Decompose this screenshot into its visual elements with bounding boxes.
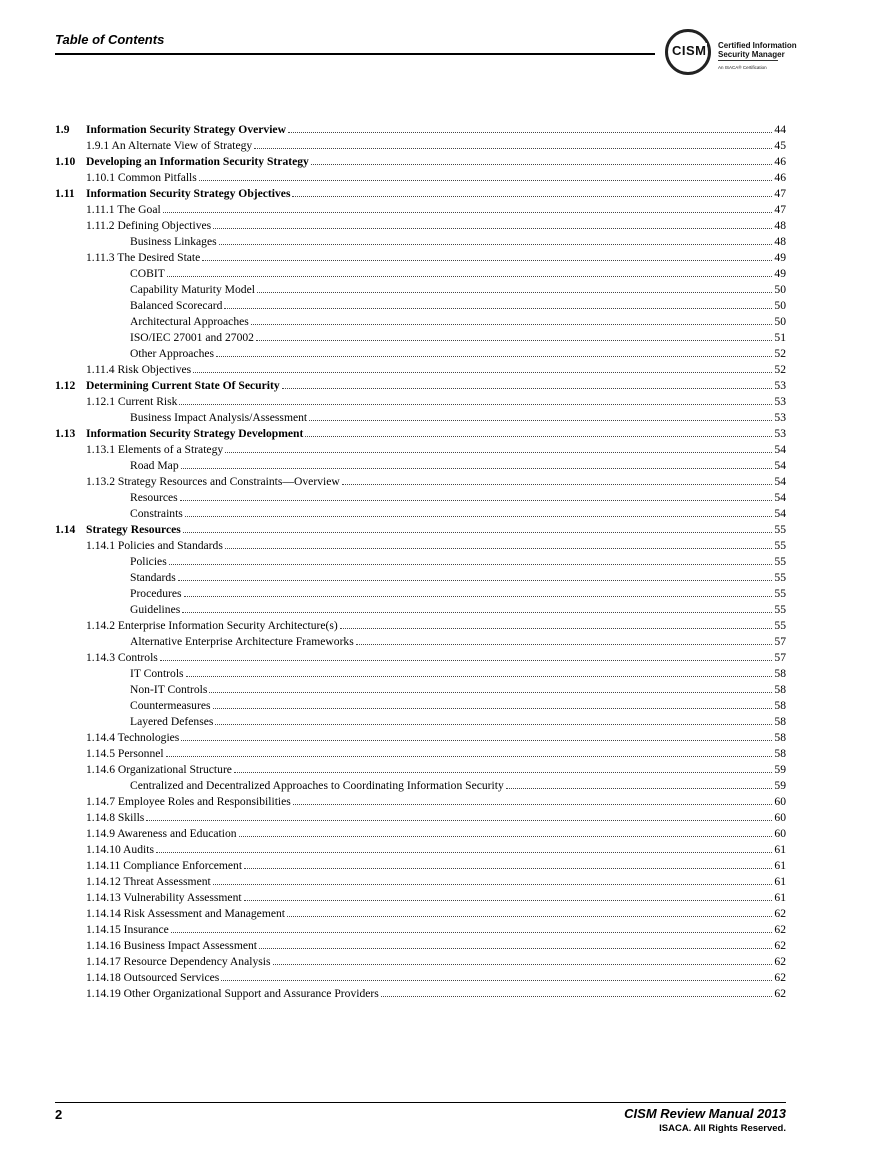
toc-section-number: 1.10	[55, 155, 76, 168]
toc-entry-label: Capability Maturity Model	[130, 283, 255, 296]
toc-section-number: 1.9	[55, 123, 70, 136]
toc-entry[interactable]	[55, 266, 786, 282]
toc-entry-label: Standards	[130, 571, 176, 584]
dot-leader	[225, 442, 772, 453]
toc-entry[interactable]	[55, 618, 786, 634]
toc-entry-label: Alternative Enterprise Architecture Frameworks	[130, 635, 354, 648]
toc-entry-label: 1.11.2 Defining Objectives	[86, 219, 212, 232]
page-header-title: Table of Contents	[55, 32, 165, 47]
dot-leader	[305, 426, 772, 437]
toc-page-number: 53	[774, 427, 786, 440]
toc-entry[interactable]	[55, 314, 786, 330]
toc-entry-label: Non-IT Controls	[130, 683, 208, 696]
toc-page-number: 54	[774, 507, 786, 520]
toc-page-number: 58	[774, 747, 786, 760]
toc-entry-label: Resources	[130, 491, 178, 504]
dot-leader	[213, 698, 773, 709]
dot-leader	[356, 634, 773, 645]
toc-entry[interactable]	[55, 186, 786, 202]
toc-page-number: 60	[774, 827, 786, 840]
toc-entry[interactable]	[55, 762, 786, 778]
toc-entry-label: Policies	[130, 555, 167, 568]
toc-entry[interactable]	[55, 666, 786, 682]
toc-entry[interactable]	[55, 202, 786, 218]
toc-entry-label: 1.14.13 Vulnerability Assessment	[86, 891, 242, 904]
dot-leader	[179, 394, 772, 405]
toc-entry[interactable]	[55, 122, 786, 138]
toc-entry-label: 1.14.18 Outsourced Services	[86, 971, 220, 984]
toc-entry-label: Countermeasures	[130, 699, 211, 712]
toc-entry-label: 1.10.1 Common Pitfalls	[86, 171, 197, 184]
toc-page-number: 52	[774, 347, 786, 360]
toc-entry-label: COBIT	[130, 267, 165, 280]
toc-page-number: 62	[774, 971, 786, 984]
dot-leader	[167, 266, 773, 277]
toc-entry-label: Information Security Strategy Overview	[86, 123, 286, 136]
toc-page-number: 61	[774, 843, 786, 856]
toc-page-number: 47	[774, 187, 786, 200]
toc-entry[interactable]	[55, 986, 786, 1002]
toc-entry[interactable]	[55, 938, 786, 954]
toc-entry[interactable]	[55, 874, 786, 890]
toc-entry[interactable]	[55, 826, 786, 842]
toc-entry-label: 1.9.1 An Alternate View of Strategy	[86, 139, 253, 152]
toc-entry-label: 1.14.4 Technologies	[86, 731, 180, 744]
toc-page-number: 58	[774, 667, 786, 680]
toc-entry[interactable]	[55, 842, 786, 858]
dot-leader	[506, 778, 773, 789]
dot-leader	[166, 746, 773, 757]
logo-abbr: CISM	[672, 43, 707, 58]
dot-leader	[193, 362, 772, 373]
toc-entry-label: 1.14.6 Organizational Structure	[86, 763, 232, 776]
toc-page-number: 58	[774, 683, 786, 696]
toc-entry-label: 1.11.1 The Goal	[86, 203, 161, 216]
dot-leader	[213, 874, 773, 885]
toc-entry-label: 1.14.12 Threat Assessment	[86, 875, 211, 888]
toc-page-number: 50	[774, 315, 786, 328]
dot-leader	[244, 858, 772, 869]
toc-page-number: 55	[774, 619, 786, 632]
toc-entry[interactable]	[55, 298, 786, 314]
toc-entry[interactable]	[55, 858, 786, 874]
toc-entry[interactable]	[55, 362, 786, 378]
toc-entry[interactable]	[55, 970, 786, 986]
toc-page-number: 62	[774, 955, 786, 968]
toc-entry-label: 1.11.3 The Desired State	[86, 251, 201, 264]
dot-leader	[224, 298, 772, 309]
dot-leader	[199, 170, 773, 181]
toc-entry[interactable]	[55, 394, 786, 410]
dot-leader	[293, 794, 773, 805]
dot-leader	[180, 490, 773, 501]
toc-page-number: 48	[774, 219, 786, 232]
toc-entry-label: 1.12.1 Current Risk	[86, 395, 178, 408]
toc-entry-label: Business Linkages	[130, 235, 217, 248]
toc-page-number: 57	[774, 635, 786, 648]
dot-leader	[156, 842, 772, 853]
toc-entry[interactable]	[55, 378, 786, 394]
toc-entry[interactable]	[55, 442, 786, 458]
toc-page-number: 55	[774, 587, 786, 600]
dot-leader	[171, 922, 773, 933]
dot-leader	[381, 986, 773, 997]
toc-entry-label: 1.14.17 Resource Dependency Analysis	[86, 955, 271, 968]
toc-page-number: 46	[774, 155, 786, 168]
dot-leader	[251, 314, 773, 325]
dot-leader	[160, 650, 773, 661]
dot-leader	[209, 682, 772, 693]
toc-section-number: 1.12	[55, 379, 76, 392]
dot-leader	[234, 762, 772, 773]
toc-entry[interactable]	[55, 778, 786, 794]
dot-leader	[342, 474, 773, 485]
dot-leader	[287, 906, 772, 917]
toc-page-number: 59	[774, 763, 786, 776]
toc-entry[interactable]	[55, 634, 786, 650]
toc-entry[interactable]	[55, 730, 786, 746]
logo-divider	[718, 60, 778, 61]
toc-page-number: 49	[774, 267, 786, 280]
dot-leader	[216, 346, 772, 357]
toc-page-number: 45	[774, 139, 786, 152]
toc-page-number: 58	[774, 699, 786, 712]
toc-page-number: 55	[774, 523, 786, 536]
toc-entry-label: Information Security Strategy Objectives	[86, 187, 291, 200]
dot-leader	[239, 826, 773, 837]
toc-entry[interactable]	[55, 474, 786, 490]
toc-entry[interactable]	[55, 954, 786, 970]
dot-leader	[225, 538, 773, 549]
toc-entry-label: Road Map	[130, 459, 179, 472]
footer-title: CISM Review Manual 2013	[624, 1106, 786, 1121]
logo-text-line1: Certified Information	[718, 41, 797, 50]
toc-page-number: 62	[774, 923, 786, 936]
toc-entry-label: Other Approaches	[130, 347, 215, 360]
dot-leader	[288, 122, 772, 133]
toc-entry-label: 1.14.3 Controls	[86, 651, 158, 664]
toc-page-number: 60	[774, 811, 786, 824]
dot-leader	[219, 234, 773, 245]
toc-entry-label: IT Controls	[130, 667, 184, 680]
dot-leader	[309, 410, 772, 421]
logo-text-line2: Security Manager	[718, 50, 785, 59]
toc-page-number: 55	[774, 539, 786, 552]
dot-leader	[257, 282, 772, 293]
toc-entry-label: Architectural Approaches	[130, 315, 249, 328]
toc-entry[interactable]	[55, 410, 786, 426]
toc-page-number: 53	[774, 395, 786, 408]
toc-entry-label: Procedures	[130, 587, 182, 600]
toc-entry[interactable]	[55, 794, 786, 810]
dot-leader	[163, 202, 773, 213]
toc-page-number: 44	[774, 123, 786, 136]
toc-page-number: 57	[774, 651, 786, 664]
dot-leader	[183, 522, 773, 533]
toc-section-number: 1.11	[55, 187, 75, 200]
dot-leader	[181, 730, 772, 741]
toc-page-number: 58	[774, 731, 786, 744]
footer-rights: ISACA. All Rights Reserved.	[659, 1123, 786, 1134]
footer-page-number: 2	[55, 1107, 63, 1122]
toc-entry-label: 1.14.9 Awareness and Education	[86, 827, 237, 840]
toc-entry-label: 1.14.8 Skills	[86, 811, 145, 824]
toc-page-number: 58	[774, 715, 786, 728]
dot-leader	[256, 330, 772, 341]
dot-leader	[282, 378, 773, 389]
toc-entry[interactable]	[55, 282, 786, 298]
toc-page-number: 54	[774, 491, 786, 504]
table-of-contents	[55, 122, 786, 1002]
toc-entry-label: 1.14.16 Business Impact Assessment	[86, 939, 258, 952]
toc-page-number: 55	[774, 555, 786, 568]
toc-entry[interactable]	[55, 810, 786, 826]
dot-leader	[181, 458, 773, 469]
toc-page-number: 62	[774, 987, 786, 1000]
dot-leader	[221, 970, 772, 981]
toc-entry-label: ISO/IEC 27001 and 27002	[130, 331, 254, 344]
dot-leader	[184, 586, 773, 597]
toc-entry-label: Strategy Resources	[86, 523, 181, 536]
toc-page-number: 59	[774, 779, 786, 792]
dot-leader	[185, 506, 773, 517]
toc-entry[interactable]	[55, 426, 786, 442]
toc-entry[interactable]	[55, 538, 786, 554]
toc-entry-label: 1.14.11 Compliance Enforcement	[86, 859, 243, 872]
toc-entry-label: Information Security Strategy Development	[86, 427, 304, 440]
toc-entry-label: Centralized and Decentralized Approaches to Coordinating Information Security	[130, 779, 504, 792]
toc-entry-label: Constraints	[130, 507, 183, 520]
toc-page-number: 61	[774, 859, 786, 872]
dot-leader	[244, 890, 773, 901]
toc-entry-label: 1.14.7 Employee Roles and Responsibilities	[86, 795, 291, 808]
toc-section-number: 1.14	[55, 523, 76, 536]
toc-entry[interactable]	[55, 554, 786, 570]
toc-entry[interactable]	[55, 234, 786, 250]
logo-text-line3: An ISACA® Certification	[718, 65, 767, 70]
toc-entry[interactable]	[55, 650, 786, 666]
toc-entry-label: 1.14.2 Enterprise Information Security Architecture(s)	[86, 619, 338, 632]
dot-leader	[292, 186, 772, 197]
dot-leader	[340, 618, 773, 629]
dot-leader	[202, 250, 772, 261]
toc-entry[interactable]	[55, 570, 786, 586]
toc-section-number: 1.13	[55, 427, 76, 440]
toc-page-number: 46	[774, 171, 786, 184]
toc-entry[interactable]	[55, 906, 786, 922]
toc-page-number: 51	[774, 331, 786, 344]
toc-entry[interactable]	[55, 218, 786, 234]
toc-page-number: 62	[774, 907, 786, 920]
toc-entry-label: Balanced Scorecard	[130, 299, 223, 312]
dot-leader	[259, 938, 772, 949]
toc-entry[interactable]	[55, 682, 786, 698]
dot-leader	[182, 602, 772, 613]
toc-entry-label: 1.14.5 Personnel	[86, 747, 164, 760]
toc-entry[interactable]	[55, 330, 786, 346]
toc-page-number: 60	[774, 795, 786, 808]
toc-page-number: 49	[774, 251, 786, 264]
toc-page-number: 50	[774, 299, 786, 312]
toc-entry-label: Developing an Information Security Strategy	[86, 155, 309, 168]
toc-page-number: 54	[774, 475, 786, 488]
toc-entry-label: 1.13.2 Strategy Resources and Constraints—Overview	[86, 475, 340, 488]
toc-entry[interactable]	[55, 746, 786, 762]
dot-leader	[311, 154, 773, 165]
toc-entry[interactable]	[55, 714, 786, 730]
toc-page-number: 50	[774, 283, 786, 296]
toc-page-number: 48	[774, 235, 786, 248]
footer-rule	[55, 1102, 786, 1103]
toc-entry-label: 1.14.19 Other Organizational Support and Assurance Providers	[86, 987, 379, 1000]
toc-page-number: 47	[774, 203, 786, 216]
dot-leader	[213, 218, 772, 229]
toc-page-number: 55	[774, 603, 786, 616]
toc-entry[interactable]	[55, 458, 786, 474]
toc-entry[interactable]	[55, 602, 786, 618]
toc-page-number: 55	[774, 571, 786, 584]
toc-page-number: 54	[774, 443, 786, 456]
toc-entry[interactable]	[55, 490, 786, 506]
toc-entry-label: 1.14.14 Risk Assessment and Management	[86, 907, 286, 920]
toc-entry[interactable]	[55, 506, 786, 522]
toc-page-number: 62	[774, 939, 786, 952]
cism-logo	[665, 27, 797, 77]
dot-leader	[186, 666, 773, 677]
toc-entry[interactable]	[55, 890, 786, 906]
toc-page-number: 61	[774, 875, 786, 888]
toc-page-number: 52	[774, 363, 786, 376]
toc-entry-label: 1.13.1 Elements of a Strategy	[86, 443, 224, 456]
toc-entry[interactable]	[55, 138, 786, 154]
toc-entry[interactable]	[55, 586, 786, 602]
toc-page-number: 53	[774, 379, 786, 392]
toc-entry-label: 1.14.15 Insurance	[86, 923, 169, 936]
toc-entry-label: Guidelines	[130, 603, 181, 616]
toc-entry-label: Determining Current State Of Security	[86, 379, 280, 392]
toc-entry-label: 1.14.1 Policies and Standards	[86, 539, 223, 552]
dot-leader	[254, 138, 772, 149]
toc-entry[interactable]	[55, 250, 786, 266]
toc-entry[interactable]	[55, 170, 786, 186]
header-rule	[55, 53, 655, 55]
toc-entry[interactable]	[55, 922, 786, 938]
toc-page-number: 53	[774, 411, 786, 424]
toc-entry-label: 1.11.4 Risk Objectives	[86, 363, 192, 376]
toc-page-number: 61	[774, 891, 786, 904]
toc-entry[interactable]	[55, 522, 786, 538]
dot-leader	[169, 554, 773, 565]
toc-page-number: 54	[774, 459, 786, 472]
dot-leader	[273, 954, 773, 965]
toc-entry-label: Layered Defenses	[130, 715, 214, 728]
toc-entry-label: 1.14.10 Audits	[86, 843, 154, 856]
dot-leader	[146, 810, 772, 821]
toc-entry[interactable]	[55, 154, 786, 170]
dot-leader	[178, 570, 773, 581]
toc-entry[interactable]	[55, 346, 786, 362]
dot-leader	[215, 714, 772, 725]
toc-entry-label: Business Impact Analysis/Assessment	[130, 411, 308, 424]
toc-entry[interactable]	[55, 698, 786, 714]
